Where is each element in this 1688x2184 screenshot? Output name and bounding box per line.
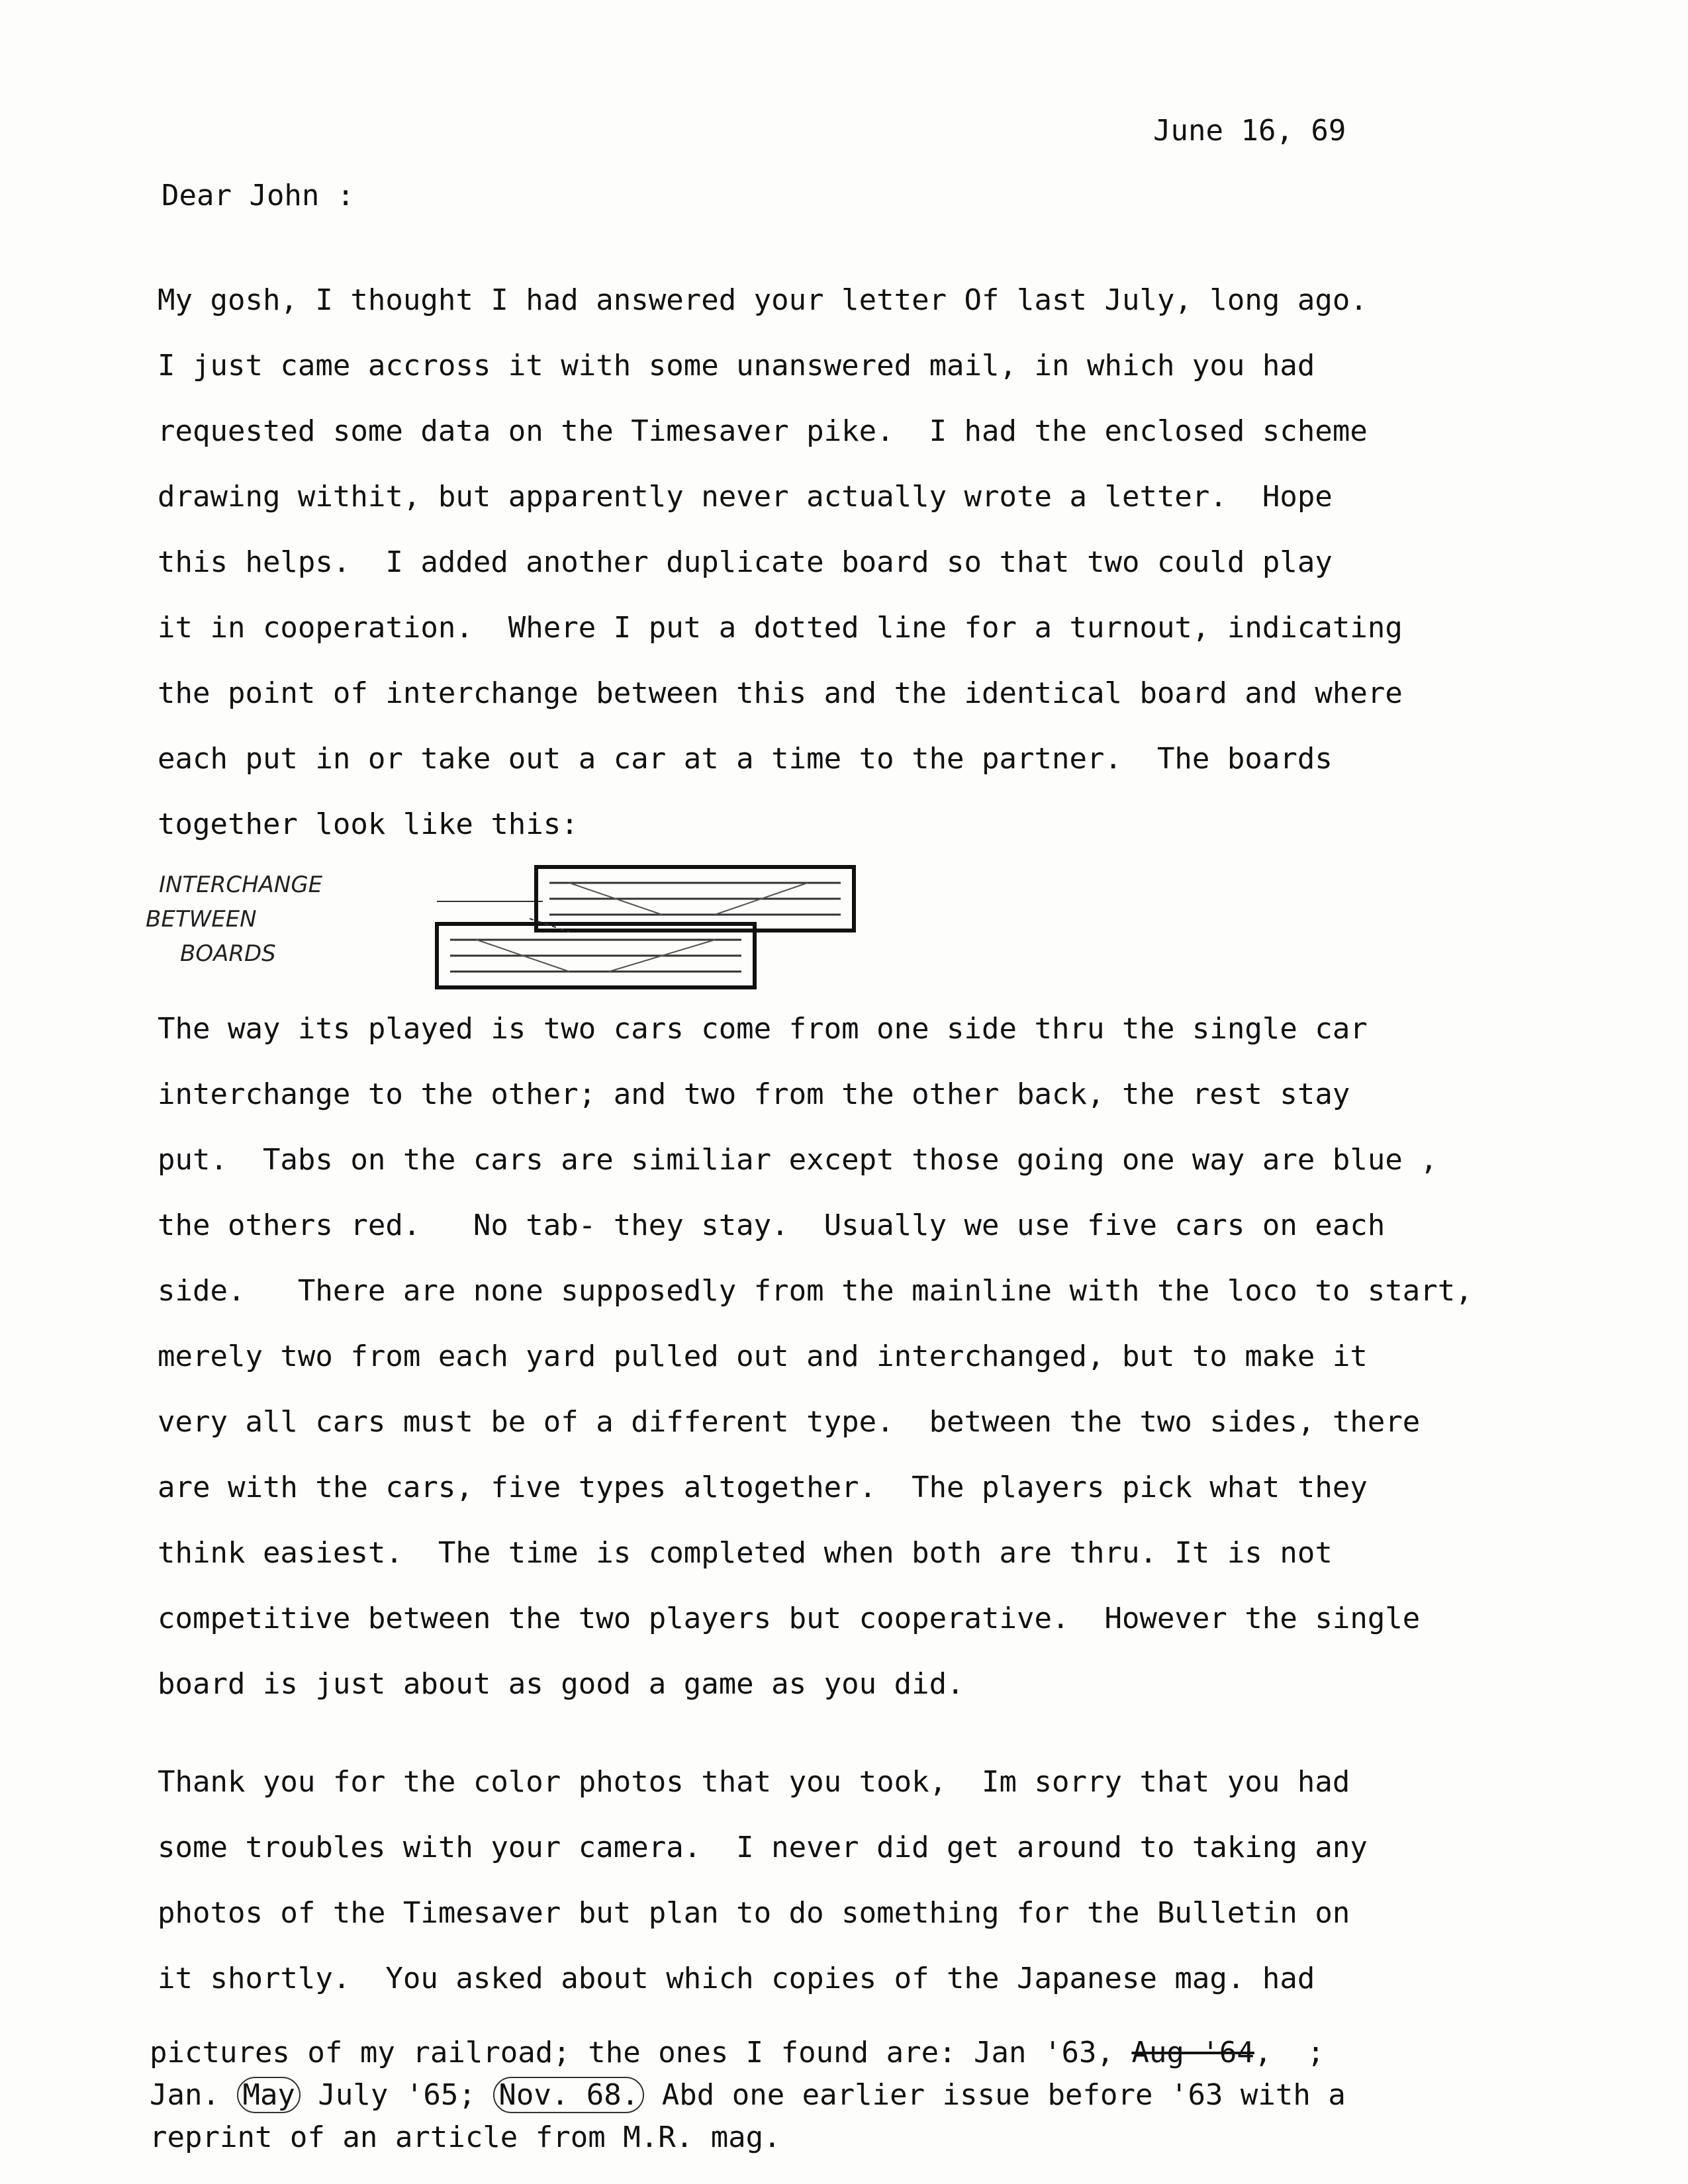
text-line: My gosh, I thought I had answered your letter Of last July, long ago. <box>158 283 1368 317</box>
text-line: competitive between the two players but cooperative. However the single <box>158 1602 1421 1635</box>
text-line: put. Tabs on the cars are similiar except those going one way are blue , <box>158 1143 1438 1177</box>
text-line: merely two from each yard pulled out and interchanged, but to make it <box>158 1340 1368 1373</box>
text-line: are with the cars, five types altogether. The players pick what they <box>158 1471 1368 1504</box>
struck-text: Aug '64 <box>1131 2036 1254 2070</box>
text-line: very all cars must be of a different type. between the two sides, there <box>158 1405 1421 1439</box>
text-line: the point of interchange between this and the identical board and where <box>158 676 1403 710</box>
text-segment: Jan. <box>150 2078 238 2112</box>
text-line: the others red. No tab- they stay. Usually we use five cars on each <box>158 1208 1385 1242</box>
text-line: side. There are none supposedly from the mainline with the loco to start, <box>158 1274 1473 1308</box>
sketch-label-line: BOARDS <box>180 940 276 967</box>
text-line: requested some data on the Timesaver pike. I had the enclosed scheme <box>158 414 1368 448</box>
circled-text: Nov. 68. <box>493 2077 644 2113</box>
lower-board <box>437 924 755 987</box>
text-segment: July '65; <box>300 2078 494 2112</box>
text-line: I just came accross it with some unanswered mail, in which you had <box>158 349 1315 383</box>
text-line: Thank you for the color photos that you took, Im sorry that you had <box>158 1765 1350 1799</box>
text-line: think easiest. The time is completed when both are thru. It is not <box>158 1536 1333 1570</box>
text-line: interchange to the other; and two from the other back, the rest stay <box>158 1077 1350 1111</box>
salutation: Dear John : <box>162 179 355 212</box>
text-line: it shortly. You asked about which copies of the Japanese mag. had <box>158 1962 1315 1995</box>
sketch-label-line: INTERCHANGE <box>159 872 323 898</box>
boards-sketch <box>146 854 874 999</box>
text-segment: , ; <box>1254 2036 1325 2070</box>
paragraph-3 <box>158 1749 1654 2011</box>
text-line <box>150 2032 1672 2074</box>
text-segment: pictures of my railroad; the ones I found are: Jan '63, <box>150 2036 1132 2070</box>
text-line: it in cooperation. Where I put a dotted line for a turnout, indicating <box>158 611 1403 645</box>
closing-lines <box>150 2032 1672 2159</box>
paragraph-1 <box>158 267 1654 857</box>
text-line: reprint of an article from M.R. mag. <box>150 2120 781 2154</box>
text-line: together look like this: <box>158 807 579 841</box>
paragraph-2 <box>158 996 1654 1717</box>
circled-text: May <box>237 2077 300 2113</box>
text-line <box>150 2074 1672 2116</box>
upper-board <box>536 867 854 931</box>
text-segment: Abd one earlier issue before '63 with a <box>644 2078 1346 2112</box>
text-line: drawing withit, but apparently never actually wrote a letter. Hope <box>158 480 1333 514</box>
text-line: board is just about as good a game as you did. <box>158 1667 964 1701</box>
text-line: The way its played is two cars come from one side thru the single car <box>158 1012 1368 1046</box>
text-line: some troubles with your camera. I never did get around to taking any <box>158 1831 1368 1864</box>
sketch-label-line: BETWEEN <box>146 906 257 933</box>
letter-date: June 16, 69 <box>1153 114 1346 148</box>
text-line: this helps. I added another duplicate board so that two could play <box>158 545 1333 579</box>
text-line: each put in or take out a car at a time to the partner. The boards <box>158 742 1333 776</box>
text-line: photos of the Timesaver but plan to do something for the Bulletin on <box>158 1896 1350 1930</box>
